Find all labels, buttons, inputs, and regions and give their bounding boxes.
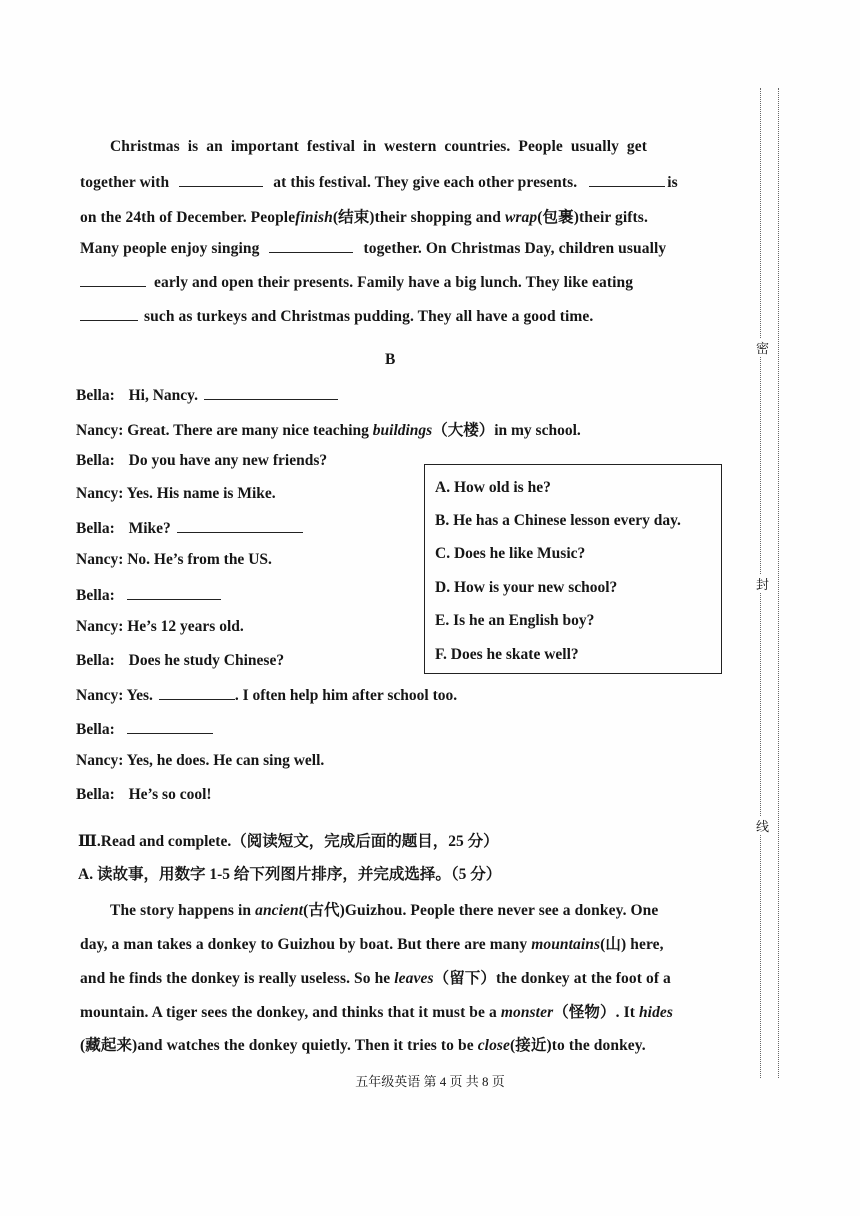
- dialogue-text: Do you have any new friends?: [128, 452, 328, 469]
- dialogue-line: [76, 685, 457, 705]
- dialogue-line: [76, 385, 338, 405]
- speaker: Nancy:: [76, 618, 124, 635]
- story-text: mountain. A tiger sees the donkey, and thinks that it must be a: [80, 1004, 497, 1021]
- passage-text: together with: [80, 174, 170, 191]
- story-italic: ancient: [255, 902, 304, 919]
- dialogue-text: Mike?: [128, 520, 171, 537]
- section-3-sub-a: A. 读故事，用数字 1-5 给下列图片排序，并完成选择。（5 分）: [78, 866, 502, 883]
- dialogue-text: Great. There are many nice teaching: [127, 422, 369, 439]
- speaker: Bella:: [76, 387, 115, 404]
- dialogue-line: [76, 585, 221, 605]
- dialogue-text: Does he study Chinese?: [128, 652, 285, 669]
- speaker: Nancy:: [76, 687, 124, 704]
- option-c: C. Does he like Music?: [435, 545, 586, 562]
- dialogue-text: He’s 12 years old.: [127, 618, 244, 635]
- dialogue-line: [76, 652, 284, 670]
- speaker: Bella:: [76, 721, 115, 738]
- answer-blank[interactable]: [127, 585, 221, 600]
- answer-blank[interactable]: [159, 685, 235, 700]
- passage-text: is: [667, 174, 678, 191]
- option-d: D. How is your new school?: [435, 579, 618, 596]
- story-text: (接近)to the donkey.: [510, 1037, 646, 1054]
- story-text: The story happens in: [110, 902, 252, 919]
- option-b: B. He has a Chinese lesson every day.: [435, 512, 681, 529]
- dialogue-line: [76, 418, 581, 440]
- story-text: （怪物）. It: [553, 1004, 635, 1021]
- dialogue-line: [76, 485, 276, 503]
- story-line: [80, 1033, 646, 1055]
- answer-blank[interactable]: [127, 719, 213, 734]
- speaker: Bella:: [76, 520, 115, 537]
- speaker: Nancy:: [76, 551, 124, 568]
- story-italic: monster: [500, 1004, 554, 1021]
- dialogue-line: [76, 752, 324, 770]
- dialogue-italic: buildings: [372, 422, 433, 439]
- binding-char-mi: 密: [756, 338, 769, 357]
- passage-line: [110, 138, 647, 156]
- speaker: Bella:: [76, 587, 115, 604]
- dialogue-line: [76, 452, 327, 470]
- speaker: Nancy:: [76, 485, 124, 502]
- story-italic: hides: [638, 1004, 674, 1021]
- binding-char-xian: 线: [756, 816, 769, 835]
- story-italic: leaves: [394, 970, 434, 987]
- answer-blank[interactable]: [80, 306, 138, 321]
- speaker: Bella:: [76, 452, 115, 469]
- dialogue-text: No. He’s from the US.: [127, 551, 272, 568]
- dialogue-line: [76, 551, 272, 569]
- passage-text: such as turkeys and Christmas pudding. They all have a good time.: [144, 308, 594, 325]
- passage-text: Christmas is an important festival in western countries. People usually get: [110, 138, 648, 155]
- story-line: [80, 966, 671, 988]
- story-text: day, a man takes a donkey to Guizhou by boat. But there are many: [80, 936, 528, 953]
- option-f: F. Does he skate well?: [435, 646, 579, 663]
- answer-blank[interactable]: [204, 385, 338, 400]
- story-text: (古代)Guizhou. People there never see a donkey. One: [303, 902, 659, 919]
- dialogue-text: （大楼）in my school.: [432, 422, 581, 439]
- answer-blank[interactable]: [269, 238, 353, 253]
- passage-text: on the 24th of December. People: [80, 209, 296, 226]
- dialogue-text: . I often help him after school too.: [234, 687, 458, 704]
- passage-line: [80, 272, 633, 292]
- dialogue-line: [76, 719, 213, 739]
- passage-text: Many people enjoy singing: [80, 240, 260, 257]
- dialogue-text: He’s so cool!: [128, 786, 212, 803]
- page-footer: 五年级英语 第 4 页 共 8 页: [355, 1074, 505, 1089]
- answer-blank[interactable]: [179, 172, 263, 187]
- story-italic: close: [477, 1037, 511, 1054]
- binding-char-feng: 封: [756, 574, 769, 593]
- answer-blank[interactable]: [177, 518, 303, 533]
- answer-blank[interactable]: [589, 172, 665, 187]
- answer-blank[interactable]: [80, 272, 146, 287]
- speaker: Nancy:: [76, 752, 124, 769]
- speaker: Nancy:: [76, 422, 124, 439]
- dialogue-line: [76, 518, 303, 538]
- story-line: [80, 1000, 673, 1022]
- dialogue-text: Yes, he does. He can sing well.: [126, 752, 325, 769]
- speaker: Bella:: [76, 786, 115, 803]
- passage-text: (结束)their shopping and: [332, 209, 501, 226]
- story-line: [110, 898, 658, 920]
- passage-italic: wrap: [504, 209, 538, 226]
- story-text: （留下）the donkey at the foot of a: [433, 970, 671, 987]
- option-e: E. Is he an English boy?: [435, 612, 595, 629]
- dialogue-line: [76, 618, 244, 636]
- passage-line: [80, 306, 593, 326]
- section-b-label: B: [385, 351, 396, 368]
- dialogue-line: [76, 786, 212, 804]
- passage-text: early and open their presents. Family have a big lunch. They like eating: [154, 274, 634, 291]
- dialogue-text: Yes.: [126, 687, 153, 704]
- dialogue-text: Hi, Nancy.: [128, 387, 198, 404]
- passage-italic: finish: [295, 209, 333, 226]
- passage-line: [80, 238, 666, 258]
- passage-text: at this festival. They give each other presents.: [273, 174, 578, 191]
- binding-line-right: [778, 88, 779, 1078]
- story-text: and he finds the donkey is really useless. So he: [80, 970, 391, 987]
- passage-line: [80, 205, 648, 227]
- speaker: Bella:: [76, 652, 115, 669]
- story-line: [80, 932, 664, 954]
- passage-text: together. On Christmas Day, children usually: [363, 240, 667, 257]
- options-box: [424, 464, 722, 674]
- story-text: (山) here,: [600, 936, 664, 953]
- dialogue-text: Yes. His name is Mike.: [126, 485, 276, 502]
- passage-line: [80, 172, 678, 192]
- section-3-heading: Ⅲ.Read and complete.（阅读短文，完成后面的题目，25 分）: [78, 833, 499, 850]
- option-a: A. How old is he?: [435, 479, 551, 496]
- passage-text: (包裹)their gifts.: [537, 209, 648, 226]
- story-text: (藏起来)and watches the donkey quietly. Then it tries to be: [80, 1037, 474, 1054]
- story-italic: mountains: [531, 936, 601, 953]
